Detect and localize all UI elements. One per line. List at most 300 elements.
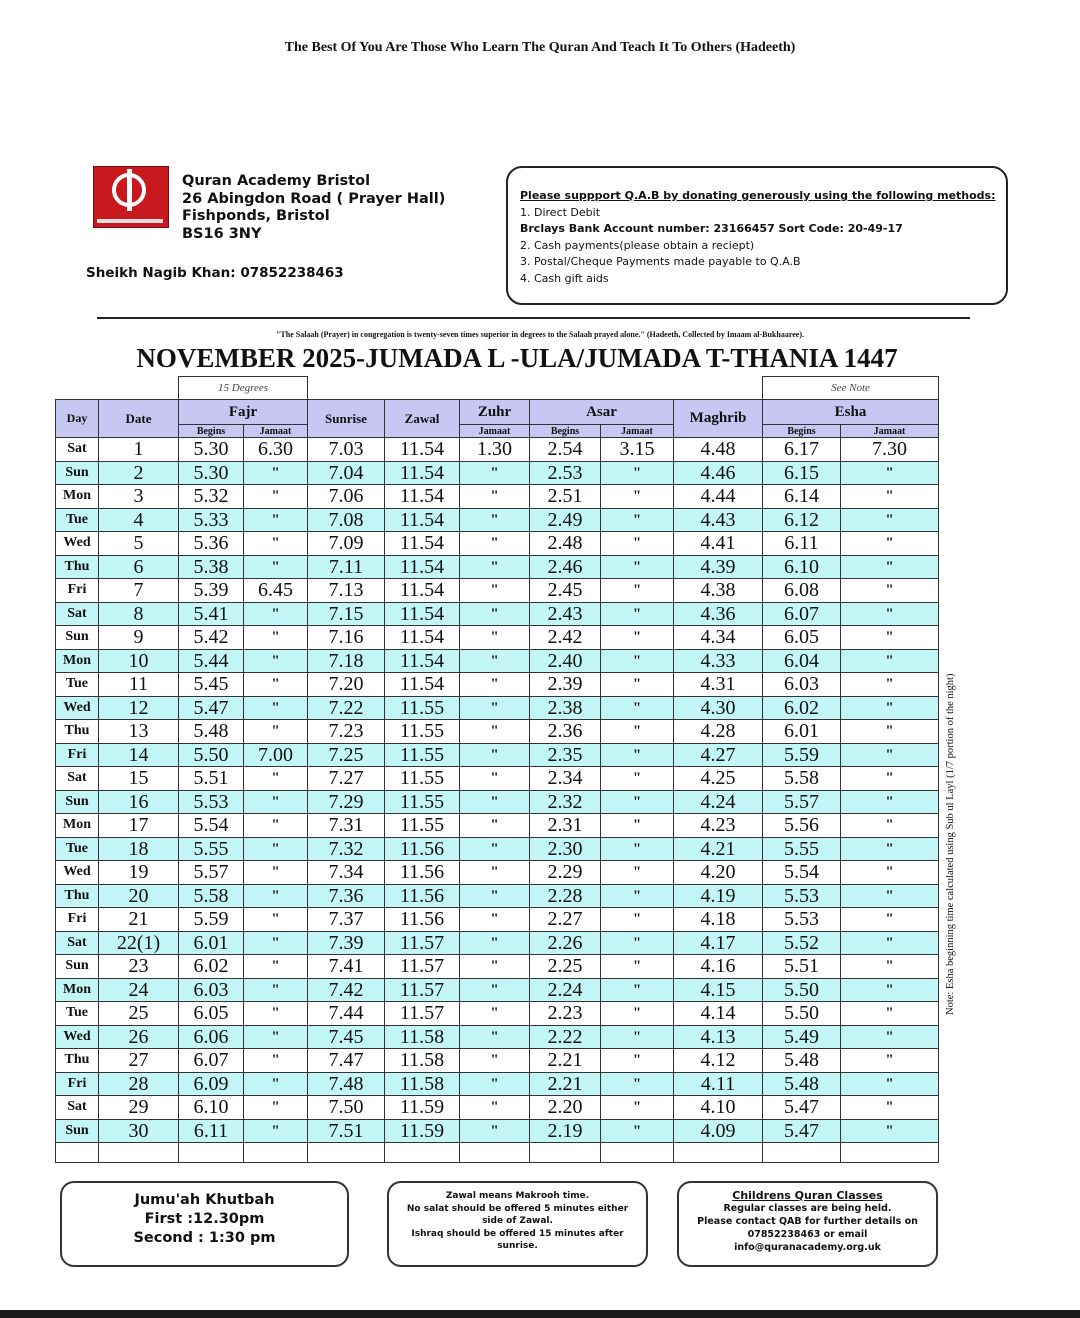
cell-fajr-jamaat: " bbox=[244, 508, 308, 532]
cell-day: Wed bbox=[56, 1025, 99, 1049]
academy-name: Quran Academy Bristol bbox=[182, 173, 371, 189]
cell-esha-jamaat: " bbox=[841, 461, 939, 485]
cell-maghrib: 4.34 bbox=[674, 626, 763, 650]
cell-maghrib: 4.21 bbox=[674, 837, 763, 861]
cell-asar-jamaat: " bbox=[601, 485, 674, 509]
cell-fajr-jamaat: " bbox=[244, 884, 308, 908]
cell-sunrise: 7.04 bbox=[308, 461, 385, 485]
donation-method: 3. Postal/Cheque Payments made payable to Q.A.B bbox=[520, 255, 801, 268]
cell-zuhr-jamaat: " bbox=[460, 790, 530, 814]
cell-fajr-begins: 6.01 bbox=[179, 931, 244, 955]
cell-fajr-jamaat: " bbox=[244, 602, 308, 626]
cell-date: 9 bbox=[99, 626, 179, 650]
cell-esha-begins: 5.50 bbox=[763, 1002, 841, 1026]
cell-esha-jamaat: " bbox=[841, 1002, 939, 1026]
cell-zuhr-jamaat: " bbox=[460, 1002, 530, 1026]
cell-day: Wed bbox=[56, 861, 99, 885]
cell-maghrib: 4.23 bbox=[674, 814, 763, 838]
cell-esha-begins: 6.08 bbox=[763, 579, 841, 603]
cell-maghrib: 4.14 bbox=[674, 1002, 763, 1026]
cell-esha-begins: 6.17 bbox=[763, 438, 841, 462]
cell-esha-jamaat: " bbox=[841, 861, 939, 885]
cell-esha-begins: 5.47 bbox=[763, 1119, 841, 1143]
table-row bbox=[56, 1002, 939, 1026]
donation-method: 2. Cash payments(please obtain a reciept) bbox=[520, 238, 755, 252]
cell-asar-jamaat: " bbox=[601, 931, 674, 955]
table-row bbox=[56, 861, 939, 885]
cell-fajr-jamaat: " bbox=[244, 485, 308, 509]
cell-asar-jamaat: " bbox=[601, 626, 674, 650]
cell-esha-jamaat: " bbox=[841, 955, 939, 979]
cell-day: Wed bbox=[56, 696, 99, 720]
cell-maghrib: 4.39 bbox=[674, 555, 763, 579]
classes-line: 07852238463 or email bbox=[747, 1229, 868, 1240]
cell-maghrib: 4.12 bbox=[674, 1049, 763, 1073]
cell-asar-begins: 2.35 bbox=[530, 743, 601, 767]
cell-asar-jamaat: " bbox=[601, 908, 674, 932]
cell-day: Sat bbox=[56, 438, 99, 462]
cell-asar-begins: 2.46 bbox=[530, 555, 601, 579]
cell-day: Mon bbox=[56, 978, 99, 1002]
cell-date: 13 bbox=[99, 720, 179, 744]
cell-fajr-begins: 5.55 bbox=[179, 837, 244, 861]
cell-zawal: 11.54 bbox=[385, 602, 460, 626]
hadeeth-banner: The Best Of You Are Those Who Learn The Quran And Teach It To Others (Hadeeth) bbox=[284, 40, 796, 55]
cell-date: 18 bbox=[99, 837, 179, 861]
cell-zawal: 11.58 bbox=[385, 1072, 460, 1096]
cell-maghrib: 4.28 bbox=[674, 720, 763, 744]
cell-esha-begins: 5.57 bbox=[763, 790, 841, 814]
cell-esha-jamaat: " bbox=[841, 978, 939, 1002]
cell-maghrib: 4.24 bbox=[674, 790, 763, 814]
cell-zuhr-jamaat: " bbox=[460, 1096, 530, 1120]
cell-maghrib: 4.16 bbox=[674, 955, 763, 979]
cell-zuhr-jamaat: " bbox=[460, 508, 530, 532]
cell-sunrise: 7.23 bbox=[308, 720, 385, 744]
table-row bbox=[56, 931, 939, 955]
cell-zawal: 11.54 bbox=[385, 649, 460, 673]
cell-sunrise: 7.22 bbox=[308, 696, 385, 720]
cell-asar-begins: 2.24 bbox=[530, 978, 601, 1002]
cell-esha-begins: 5.48 bbox=[763, 1049, 841, 1073]
cell-esha-begins: 5.48 bbox=[763, 1072, 841, 1096]
cell-zuhr-jamaat: " bbox=[460, 579, 530, 603]
cell-date: 2 bbox=[99, 461, 179, 485]
cell-day: Fri bbox=[56, 1072, 99, 1096]
cell-zawal: 11.54 bbox=[385, 461, 460, 485]
jumuah-box bbox=[60, 1181, 349, 1267]
cell-date: 19 bbox=[99, 861, 179, 885]
cell-esha-begins: 5.56 bbox=[763, 814, 841, 838]
cell-day: Mon bbox=[56, 814, 99, 838]
cell-asar-begins: 2.51 bbox=[530, 485, 601, 509]
header-zawal: Zawal bbox=[385, 400, 460, 438]
cell-sunrise: 7.31 bbox=[308, 814, 385, 838]
cell-date: 22(1) bbox=[99, 931, 179, 955]
cell-zawal: 11.55 bbox=[385, 790, 460, 814]
cell-asar-begins: 2.39 bbox=[530, 673, 601, 697]
cell-date: 11 bbox=[99, 673, 179, 697]
subheader-begins: Begins bbox=[179, 425, 244, 438]
cell-fajr-begins: 6.02 bbox=[179, 955, 244, 979]
cell-date: 17 bbox=[99, 814, 179, 838]
cell-zuhr-jamaat: " bbox=[460, 884, 530, 908]
cell-zuhr-jamaat: " bbox=[460, 602, 530, 626]
cell-zuhr-jamaat: " bbox=[460, 485, 530, 509]
cell-asar-jamaat: " bbox=[601, 955, 674, 979]
cell-fajr-begins: 5.48 bbox=[179, 720, 244, 744]
cell-esha-jamaat: " bbox=[841, 626, 939, 650]
cell-date: 3 bbox=[99, 485, 179, 509]
cell-zuhr-jamaat: " bbox=[460, 837, 530, 861]
cell-zuhr-jamaat: " bbox=[460, 978, 530, 1002]
cell-fajr-jamaat: " bbox=[244, 1002, 308, 1026]
table-row bbox=[56, 532, 939, 556]
cell-date: 26 bbox=[99, 1025, 179, 1049]
table-row bbox=[56, 461, 939, 485]
cell-day: Thu bbox=[56, 1049, 99, 1073]
cell-asar-begins: 2.22 bbox=[530, 1025, 601, 1049]
cell-esha-begins: 6.05 bbox=[763, 626, 841, 650]
table-row bbox=[56, 743, 939, 767]
cell-fajr-jamaat: " bbox=[244, 790, 308, 814]
cell-esha-begins: 5.47 bbox=[763, 1096, 841, 1120]
cell-zawal: 11.56 bbox=[385, 908, 460, 932]
cell-fajr-begins: 6.07 bbox=[179, 1049, 244, 1073]
table-row bbox=[56, 1049, 939, 1073]
jumuah-title: Jumu'ah Khutbah bbox=[134, 1192, 275, 1208]
cell-esha-jamaat: " bbox=[841, 837, 939, 861]
cell-fajr-jamaat: " bbox=[244, 696, 308, 720]
jumuah-second: Second : 1:30 pm bbox=[133, 1230, 276, 1246]
cell-zuhr-jamaat: " bbox=[460, 555, 530, 579]
cell-esha-jamaat: " bbox=[841, 884, 939, 908]
cell-day: Sat bbox=[56, 1096, 99, 1120]
cell-esha-begins: 6.03 bbox=[763, 673, 841, 697]
cell-esha-jamaat: 7.30 bbox=[841, 438, 939, 462]
cell-asar-jamaat: " bbox=[601, 1049, 674, 1073]
subheader-jamaat: Jamaat bbox=[244, 425, 308, 438]
cell-esha-begins: 5.50 bbox=[763, 978, 841, 1002]
cell-sunrise: 7.09 bbox=[308, 532, 385, 556]
cell-asar-begins: 2.45 bbox=[530, 579, 601, 603]
header-maghrib: Maghrib bbox=[674, 400, 763, 438]
cell-fajr-begins: 5.32 bbox=[179, 485, 244, 509]
cell-fajr-jamaat: " bbox=[244, 931, 308, 955]
cell-esha-jamaat: " bbox=[841, 767, 939, 791]
cell-zuhr-jamaat: " bbox=[460, 461, 530, 485]
cell-date: 23 bbox=[99, 955, 179, 979]
cell-zawal: 11.54 bbox=[385, 579, 460, 603]
cell-esha-jamaat: " bbox=[841, 1096, 939, 1120]
cell-esha-jamaat: " bbox=[841, 1025, 939, 1049]
cell-fajr-begins: 5.51 bbox=[179, 767, 244, 791]
cell-date: 24 bbox=[99, 978, 179, 1002]
subheader-begins: Begins bbox=[763, 425, 841, 438]
cell-zawal: 11.59 bbox=[385, 1119, 460, 1143]
cell-fajr-begins: 6.03 bbox=[179, 978, 244, 1002]
esha-side-note: Note: Esha beginning time calculated using Sub ul Layl (1/7 portion of the night) bbox=[945, 673, 956, 1015]
cell-date: 21 bbox=[99, 908, 179, 932]
classes-line: Regular classes are being held. bbox=[723, 1203, 892, 1214]
cell-asar-jamaat: " bbox=[601, 861, 674, 885]
cell-asar-begins: 2.36 bbox=[530, 720, 601, 744]
cell-asar-begins: 2.43 bbox=[530, 602, 601, 626]
cell-asar-begins: 2.40 bbox=[530, 649, 601, 673]
table-row bbox=[56, 673, 939, 697]
address-line: 26 Abingdon Road ( Prayer Hall) bbox=[182, 190, 446, 207]
cell-fajr-jamaat: " bbox=[244, 861, 308, 885]
table-row bbox=[56, 978, 939, 1002]
cell-date: 1 bbox=[99, 438, 179, 462]
cell-zuhr-jamaat: " bbox=[460, 1025, 530, 1049]
cell-sunrise: 7.45 bbox=[308, 1025, 385, 1049]
cell-esha-jamaat: " bbox=[841, 649, 939, 673]
cell-asar-begins: 2.29 bbox=[530, 861, 601, 885]
cell-date: 12 bbox=[99, 696, 179, 720]
cell-esha-begins: 5.59 bbox=[763, 743, 841, 767]
cell-asar-jamaat: " bbox=[601, 720, 674, 744]
table-row bbox=[56, 790, 939, 814]
cell-zawal: 11.55 bbox=[385, 814, 460, 838]
cell-zawal: 11.54 bbox=[385, 438, 460, 462]
table-row bbox=[56, 720, 939, 744]
cell-fajr-begins: 5.50 bbox=[179, 743, 244, 767]
cell-esha-begins: 6.07 bbox=[763, 602, 841, 626]
header-date: Date bbox=[99, 400, 179, 438]
cell-maghrib: 4.38 bbox=[674, 579, 763, 603]
cell-asar-jamaat: " bbox=[601, 790, 674, 814]
cell-zawal: 11.58 bbox=[385, 1049, 460, 1073]
table-row bbox=[56, 626, 939, 650]
cell-zawal: 11.54 bbox=[385, 485, 460, 509]
cell-day: Sat bbox=[56, 931, 99, 955]
fajr-note: 15 Degrees bbox=[179, 377, 308, 400]
cell-esha-begins: 5.52 bbox=[763, 931, 841, 955]
cell-asar-jamaat: " bbox=[601, 1072, 674, 1096]
cell-fajr-jamaat: " bbox=[244, 1025, 308, 1049]
cell-date: 28 bbox=[99, 1072, 179, 1096]
cell-esha-jamaat: " bbox=[841, 532, 939, 556]
cell-asar-begins: 2.30 bbox=[530, 837, 601, 861]
cell-maghrib: 4.13 bbox=[674, 1025, 763, 1049]
cell-fajr-jamaat: " bbox=[244, 978, 308, 1002]
cell-day: Sat bbox=[56, 767, 99, 791]
cell-date: 4 bbox=[99, 508, 179, 532]
table-row bbox=[56, 1119, 939, 1143]
cell-esha-begins: 5.49 bbox=[763, 1025, 841, 1049]
zawal-line: Zawal means Makrooh time. bbox=[445, 1191, 590, 1201]
bottom-bar bbox=[0, 1310, 1080, 1318]
cell-day: Mon bbox=[56, 649, 99, 673]
timetable-title: NOVEMBER 2025-JUMADA L -ULA/JUMADA T-THANIA 1447 bbox=[136, 343, 898, 373]
cell-asar-begins: 2.48 bbox=[530, 532, 601, 556]
cell-date: 5 bbox=[99, 532, 179, 556]
cell-date: 14 bbox=[99, 743, 179, 767]
cell-maghrib: 4.46 bbox=[674, 461, 763, 485]
cell-zuhr-jamaat: " bbox=[460, 814, 530, 838]
zawal-info-box bbox=[387, 1181, 648, 1267]
cell-sunrise: 7.16 bbox=[308, 626, 385, 650]
cell-maghrib: 4.10 bbox=[674, 1096, 763, 1120]
cell-sunrise: 7.39 bbox=[308, 931, 385, 955]
cell-fajr-begins: 5.54 bbox=[179, 814, 244, 838]
cell-sunrise: 7.11 bbox=[308, 555, 385, 579]
cell-asar-begins: 2.28 bbox=[530, 884, 601, 908]
cell-sunrise: 7.08 bbox=[308, 508, 385, 532]
cell-sunrise: 7.29 bbox=[308, 790, 385, 814]
bank-details: Brclays Bank Account number: 23166457 Sort Code: 20-49-17 bbox=[520, 222, 903, 235]
donation-method: 4. Cash gift aids bbox=[520, 271, 609, 285]
cell-zawal: 11.57 bbox=[385, 1002, 460, 1026]
address-block bbox=[182, 173, 445, 243]
cell-esha-begins: 6.01 bbox=[763, 720, 841, 744]
cell-day: Tue bbox=[56, 1002, 99, 1026]
cell-fajr-begins: 6.11 bbox=[179, 1119, 244, 1143]
cell-esha-jamaat: " bbox=[841, 579, 939, 603]
cell-zuhr-jamaat: " bbox=[460, 908, 530, 932]
cell-fajr-jamaat: " bbox=[244, 814, 308, 838]
cell-fajr-jamaat: " bbox=[244, 649, 308, 673]
cell-zuhr-jamaat: " bbox=[460, 696, 530, 720]
cell-zuhr-jamaat: " bbox=[460, 955, 530, 979]
cell-zawal: 11.55 bbox=[385, 767, 460, 791]
prayer-timetable bbox=[55, 376, 939, 1163]
congregation-hadeeth: "The Salaah (Prayer) in congregation is twenty-seven times superior in degrees to the Salaah prayed alone." (Hadeeth, Collected by Imaam al-Bukhaaree). bbox=[275, 330, 805, 339]
cell-fajr-jamaat: " bbox=[244, 461, 308, 485]
cell-maghrib: 4.31 bbox=[674, 673, 763, 697]
cell-zawal: 11.57 bbox=[385, 978, 460, 1002]
header-fajr: Fajr bbox=[179, 400, 308, 425]
cell-esha-jamaat: " bbox=[841, 908, 939, 932]
cell-fajr-begins: 5.59 bbox=[179, 908, 244, 932]
cell-asar-begins: 2.53 bbox=[530, 461, 601, 485]
cell-esha-jamaat: " bbox=[841, 743, 939, 767]
cell-esha-begins: 5.58 bbox=[763, 767, 841, 791]
cell-maghrib: 4.48 bbox=[674, 438, 763, 462]
cell-esha-jamaat: " bbox=[841, 814, 939, 838]
cell-fajr-jamaat: " bbox=[244, 673, 308, 697]
subheader-jamaat: Jamaat bbox=[460, 425, 530, 438]
cell-fajr-begins: 5.47 bbox=[179, 696, 244, 720]
table-row bbox=[56, 814, 939, 838]
cell-zawal: 11.55 bbox=[385, 743, 460, 767]
cell-asar-jamaat: " bbox=[601, 767, 674, 791]
cell-date: 15 bbox=[99, 767, 179, 791]
classes-line: Please contact QAB for further details on bbox=[697, 1216, 918, 1227]
classes-box bbox=[677, 1181, 938, 1267]
cell-day: Sun bbox=[56, 626, 99, 650]
cell-asar-begins: 2.31 bbox=[530, 814, 601, 838]
cell-zawal: 11.54 bbox=[385, 626, 460, 650]
cell-date: 6 bbox=[99, 555, 179, 579]
table-row bbox=[56, 1072, 939, 1096]
cell-day: Thu bbox=[56, 884, 99, 908]
zawal-line: Ishraq should be offered 15 minutes after sunrise. bbox=[411, 1228, 624, 1251]
cell-day: Fri bbox=[56, 908, 99, 932]
donation-heading: Please suppport Q.A.B by donating generously using the following methods: bbox=[520, 189, 996, 202]
cell-fajr-begins: 5.42 bbox=[179, 626, 244, 650]
jumuah-first: First :12.30pm bbox=[144, 1211, 265, 1227]
cell-sunrise: 7.20 bbox=[308, 673, 385, 697]
cell-maghrib: 4.25 bbox=[674, 767, 763, 791]
cell-day: Sat bbox=[56, 602, 99, 626]
cell-fajr-jamaat: " bbox=[244, 1119, 308, 1143]
cell-fajr-begins: 5.38 bbox=[179, 555, 244, 579]
cell-esha-jamaat: " bbox=[841, 508, 939, 532]
cell-sunrise: 7.15 bbox=[308, 602, 385, 626]
cell-zawal: 11.54 bbox=[385, 532, 460, 556]
cell-sunrise: 7.48 bbox=[308, 1072, 385, 1096]
cell-sunrise: 7.41 bbox=[308, 955, 385, 979]
cell-day: Sun bbox=[56, 1119, 99, 1143]
cell-fajr-begins: 5.57 bbox=[179, 861, 244, 885]
cell-asar-jamaat: " bbox=[601, 532, 674, 556]
cell-date: 27 bbox=[99, 1049, 179, 1073]
cell-asar-begins: 2.23 bbox=[530, 1002, 601, 1026]
cell-esha-jamaat: " bbox=[841, 931, 939, 955]
subheader-jamaat: Jamaat bbox=[841, 425, 939, 438]
cell-esha-jamaat: " bbox=[841, 1049, 939, 1073]
cell-asar-jamaat: " bbox=[601, 1025, 674, 1049]
cell-sunrise: 7.03 bbox=[308, 438, 385, 462]
cell-day: Tue bbox=[56, 673, 99, 697]
cell-zawal: 11.57 bbox=[385, 931, 460, 955]
cell-esha-jamaat: " bbox=[841, 673, 939, 697]
cell-asar-jamaat: " bbox=[601, 814, 674, 838]
cell-asar-jamaat: 3.15 bbox=[601, 438, 674, 462]
cell-fajr-jamaat: " bbox=[244, 720, 308, 744]
cell-esha-jamaat: " bbox=[841, 485, 939, 509]
donation-method: 1. Direct Debit bbox=[520, 205, 601, 219]
cell-sunrise: 7.47 bbox=[308, 1049, 385, 1073]
cell-asar-begins: 2.27 bbox=[530, 908, 601, 932]
classes-title: Childrens Quran Classes bbox=[732, 1189, 883, 1202]
cell-zuhr-jamaat: " bbox=[460, 673, 530, 697]
cell-maghrib: 4.09 bbox=[674, 1119, 763, 1143]
cell-esha-begins: 5.55 bbox=[763, 837, 841, 861]
cell-esha-begins: 6.11 bbox=[763, 532, 841, 556]
cell-asar-jamaat: " bbox=[601, 579, 674, 603]
cell-day: Wed bbox=[56, 532, 99, 556]
cell-zawal: 11.54 bbox=[385, 673, 460, 697]
cell-asar-begins: 2.49 bbox=[530, 508, 601, 532]
cell-asar-begins: 2.25 bbox=[530, 955, 601, 979]
cell-fajr-begins: 6.05 bbox=[179, 1002, 244, 1026]
cell-fajr-begins: 5.39 bbox=[179, 579, 244, 603]
cell-fajr-begins: 5.44 bbox=[179, 649, 244, 673]
postcode: BS16 3NY bbox=[182, 225, 262, 242]
table-row bbox=[56, 1096, 939, 1120]
header-asar: Asar bbox=[530, 400, 674, 425]
cell-asar-begins: 2.38 bbox=[530, 696, 601, 720]
cell-zuhr-jamaat: " bbox=[460, 1119, 530, 1143]
cell-sunrise: 7.44 bbox=[308, 1002, 385, 1026]
cell-fajr-begins: 5.41 bbox=[179, 602, 244, 626]
cell-asar-begins: 2.54 bbox=[530, 438, 601, 462]
cell-maghrib: 4.33 bbox=[674, 649, 763, 673]
header-zuhr: Zuhr bbox=[460, 400, 530, 425]
table-row bbox=[56, 1025, 939, 1049]
cell-sunrise: 7.06 bbox=[308, 485, 385, 509]
divider bbox=[97, 317, 970, 319]
cell-maghrib: 4.43 bbox=[674, 508, 763, 532]
cell-fajr-begins: 5.53 bbox=[179, 790, 244, 814]
esha-note: See Note bbox=[763, 377, 939, 400]
cell-fajr-jamaat: " bbox=[244, 1072, 308, 1096]
cell-fajr-jamaat: " bbox=[244, 908, 308, 932]
cell-esha-begins: 6.14 bbox=[763, 485, 841, 509]
